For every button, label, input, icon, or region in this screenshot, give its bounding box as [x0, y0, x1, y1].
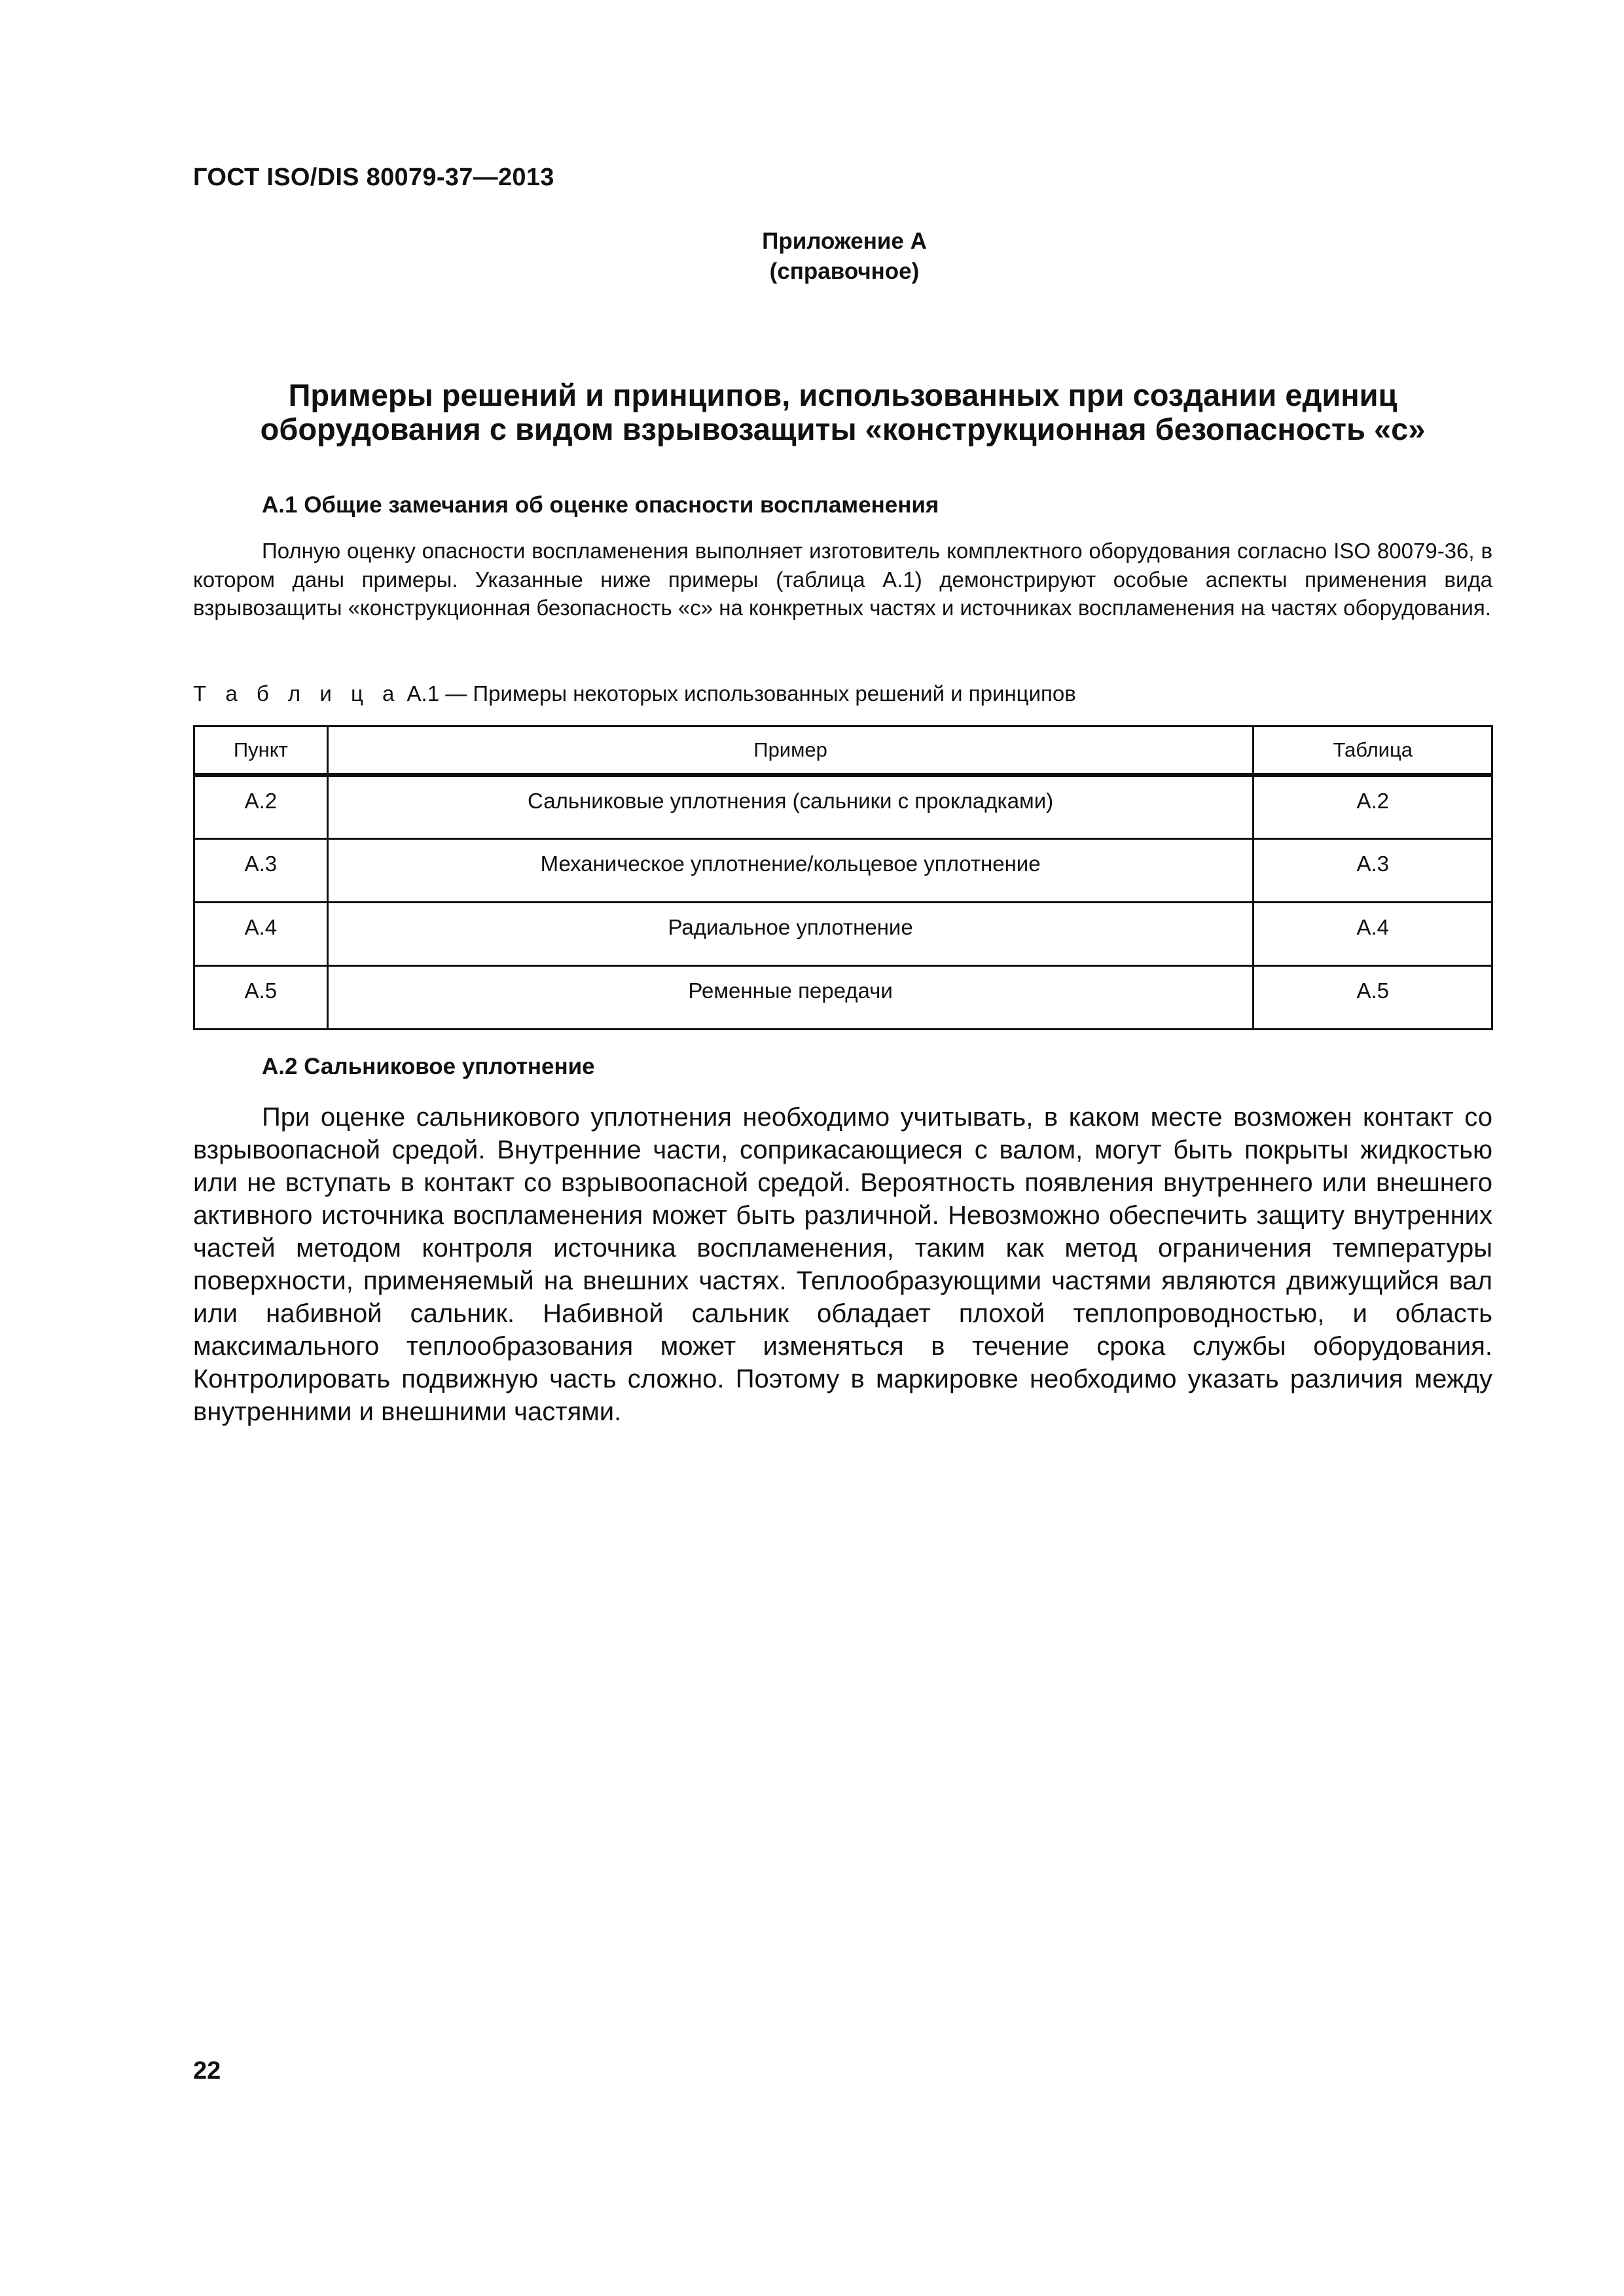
title-line-2: оборудования с видом взрывозащиты «конструкционная безопасность «c» — [260, 412, 1426, 446]
table-cell: А.4 — [1254, 902, 1492, 965]
table-row — [194, 902, 1492, 965]
table-cell: А.5 — [194, 965, 328, 1029]
table-cell: Механическое уплотнение/кольцевое уплотнение — [327, 838, 1254, 902]
table-row — [194, 838, 1492, 902]
table-cell: Ременные передачи — [327, 965, 1254, 1029]
table-row — [194, 775, 1492, 838]
annex-label: Приложение А — [762, 228, 927, 254]
section-a2-title: А.2 Сальниковое уплотнение — [262, 1054, 595, 1079]
standard-header: ГОСТ ISO/DIS 80079-37—2013 — [193, 164, 554, 191]
column-header-example: Пример — [327, 726, 1254, 776]
section-a1-text: Полную оценку опасности воспламенения выполняет изготовитель комплектного оборудования согласно ISO 80079-36, в котором даны примеры. Указанные ниже примеры (таблица А.1) демонстрируют особые аспекты применения вида взрывозащиты «конструкционная безопасность «с» на конкретных частях и источниках воспламенения на частях оборудования. — [193, 539, 1492, 620]
table-caption-text: А.1 — Примеры некоторых использованных решений и принципов — [406, 681, 1076, 706]
table-cell: А.3 — [1254, 838, 1492, 902]
table-cell: Сальниковые уплотнения (сальники с прокладками) — [327, 775, 1254, 838]
table-caption — [193, 681, 1076, 706]
table-cell: А.3 — [194, 838, 328, 902]
title-line-1: Примеры решений и принципов, использованных при создании единиц — [288, 378, 1398, 412]
page-title — [193, 378, 1492, 446]
table-cell: Радиальное уплотнение — [327, 902, 1254, 965]
table-caption-prefix: Т а б л и ц а — [193, 681, 401, 706]
table-cell: А.2 — [1254, 775, 1492, 838]
examples-table — [193, 725, 1493, 1030]
annex-heading — [713, 226, 975, 287]
table-cell: А.5 — [1254, 965, 1492, 1029]
page-number: 22 — [193, 2057, 221, 2085]
table-row — [194, 965, 1492, 1029]
annex-type: (справочное) — [769, 259, 920, 284]
table-cell: А.4 — [194, 902, 328, 965]
column-header-item: Пункт — [194, 726, 328, 776]
section-a1-title: А.1 Общие замечания об оценке опасности воспламенения — [262, 492, 939, 518]
table-header-row — [194, 726, 1492, 776]
table-cell: А.2 — [194, 775, 328, 838]
section-a2-text: При оценке сальникового уплотнения необходимо учитывать, в каком месте возможен контакт со взрывоопасной средой. Внутренние части, соприкасающиеся с валом, могут быть покрыты жидкостью или не вступать в контакт со взрывоопасной средой. Вероятность появления внутреннего или внешнего активного источника воспламенения может быть различной. Невозможно обеспечить защиту внутренних частей методом контроля источника воспламенения, таким как метод ограничения температуры поверхности, применяемый на внешних частях. Теплообразующими частями являются движущийся вал или набивной сальник. Набивной сальник обладает плохой теплопроводностью, и область максимального теплообразования может изменяться в течение срока службы оборудования. Контролировать подвижную часть сложно. Поэтому в маркировке необходимо указать различия между внутренними и внешними частями. — [193, 1103, 1492, 1426]
column-header-table: Таблица — [1254, 726, 1492, 776]
